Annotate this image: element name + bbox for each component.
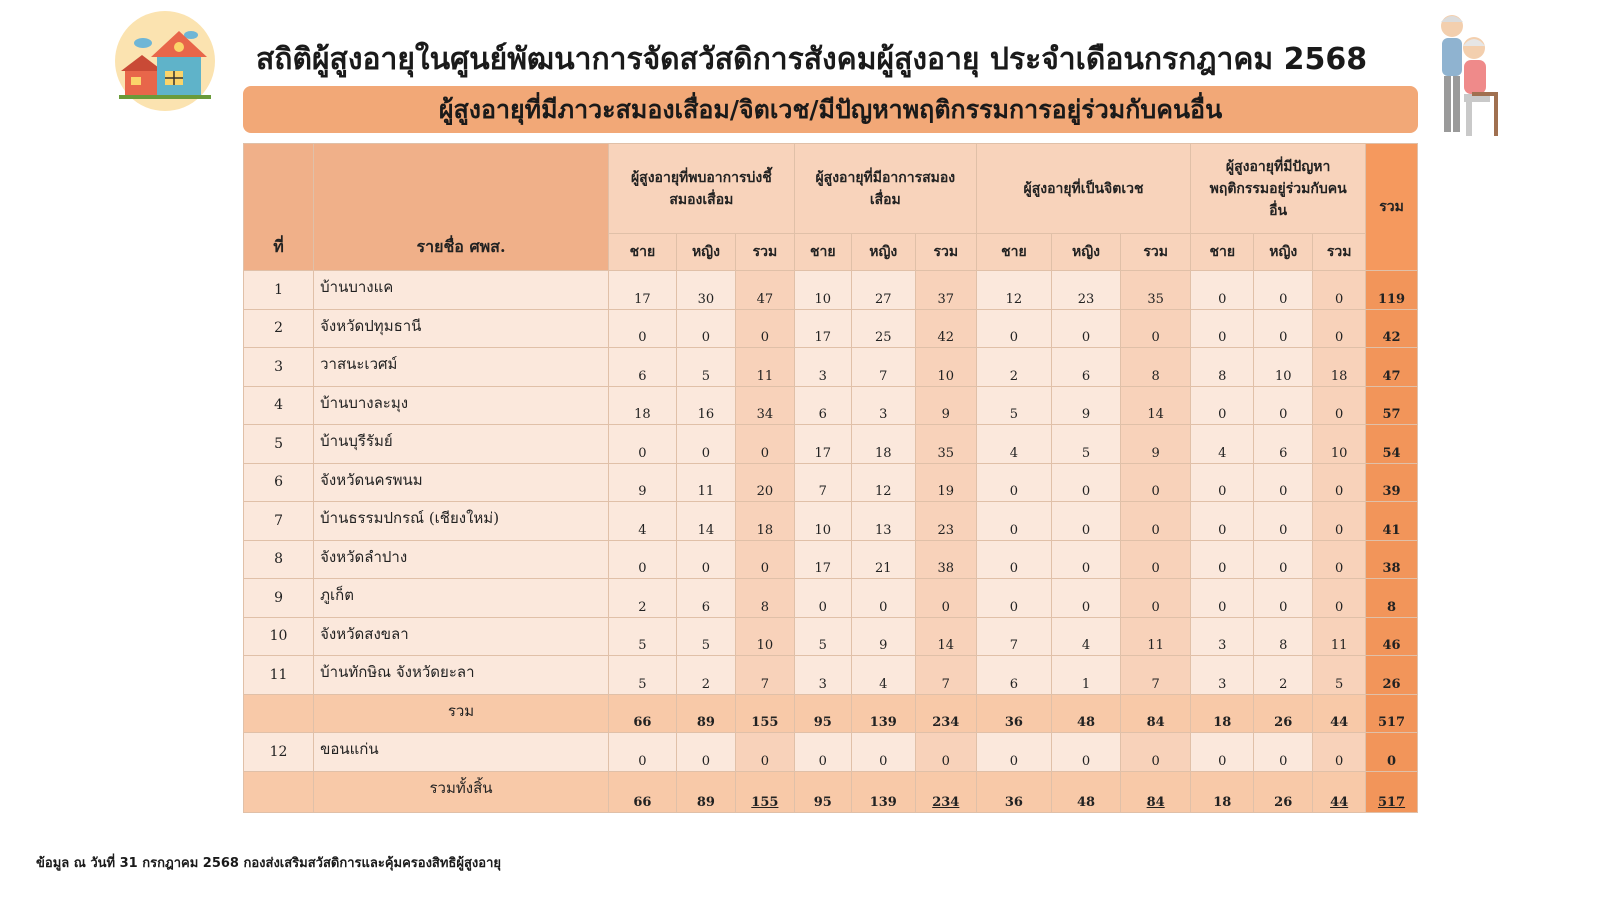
value-cell: 27	[851, 271, 915, 310]
value-cell: 16	[676, 386, 735, 425]
value-cell: 0	[1121, 309, 1191, 348]
group-header-psychiatric: ผู้สูงอายุที่เป็นจิตเวช	[976, 144, 1190, 234]
row-total-cell: 38	[1366, 540, 1418, 579]
value-cell	[915, 771, 976, 812]
value-cell: 5	[794, 617, 851, 656]
value-cell: 0	[1191, 463, 1254, 502]
value-cell	[735, 771, 794, 812]
value-cell: 18	[1191, 694, 1254, 733]
value-cell: 12	[976, 271, 1051, 310]
subheader-total: รวม	[1121, 234, 1191, 271]
value-cell: 0	[1313, 271, 1366, 310]
value-cell: 0	[1254, 579, 1313, 618]
value-cell: 26	[1254, 694, 1313, 733]
value-cell: 0	[1254, 733, 1313, 772]
row-number: 2	[244, 309, 314, 348]
row-total-cell: 0	[1366, 733, 1418, 772]
center-name: ขอนแก่น	[314, 733, 609, 772]
value-cell: 36	[976, 771, 1051, 812]
subheader-male: ชาย	[1191, 234, 1254, 271]
value-cell: 10	[735, 617, 794, 656]
table-row	[244, 579, 1418, 618]
value-cell: 0	[1313, 463, 1366, 502]
table-row	[244, 386, 1418, 425]
row-number: 6	[244, 463, 314, 502]
value-cell: 7	[794, 463, 851, 502]
row-total-cell: 57	[1366, 386, 1418, 425]
value-cell: 0	[608, 425, 676, 464]
value-text: 84	[1146, 794, 1165, 810]
value-cell: 14	[915, 617, 976, 656]
value-cell: 18	[1191, 771, 1254, 812]
value-cell: 10	[1313, 425, 1366, 464]
value-cell: 48	[1051, 771, 1120, 812]
page-title: สถิติผู้สูงอายุในศูนย์พัฒนาการจัดสวัสดิการสังคมผู้สูงอายุ ประจำเดือนกรกฎาคม 2568	[256, 42, 1368, 77]
value-cell: 18	[735, 502, 794, 541]
center-name: จังหวัดลำปาง	[314, 540, 609, 579]
value-cell: 0	[1313, 309, 1366, 348]
value-cell: 155	[735, 694, 794, 733]
value-cell: 6	[1254, 425, 1313, 464]
value-cell: 0	[915, 579, 976, 618]
center-name: จังหวัดสงขลา	[314, 617, 609, 656]
value-cell: 0	[1254, 309, 1313, 348]
value-cell: 48	[1051, 694, 1120, 733]
row-total-cell: 119	[1366, 271, 1418, 310]
value-cell: 5	[1313, 656, 1366, 695]
table-row	[244, 425, 1418, 464]
value-cell: 0	[976, 309, 1051, 348]
row-number: 1	[244, 271, 314, 310]
center-name: วาสนะเวศม์	[314, 348, 609, 387]
value-cell: 6	[676, 579, 735, 618]
value-cell: 0	[1313, 386, 1366, 425]
value-cell: 3	[1191, 617, 1254, 656]
value-cell: 234	[915, 694, 976, 733]
table-row	[244, 348, 1418, 387]
value-cell: 0	[1191, 386, 1254, 425]
row-number: 12	[244, 733, 314, 772]
value-cell: 7	[735, 656, 794, 695]
section-banner: ผู้สูงอายุที่มีภาวะสมองเสื่อม/จิตเวช/มีปัญหาพฤติกรรมการอยู่ร่วมกับคนอื่น	[243, 86, 1418, 133]
value-cell: 11	[735, 348, 794, 387]
value-cell: 37	[915, 271, 976, 310]
value-cell: 139	[851, 771, 915, 812]
row-number: 4	[244, 386, 314, 425]
value-cell: 0	[676, 540, 735, 579]
subheader-female: หญิง	[851, 234, 915, 271]
value-cell: 11	[1313, 617, 1366, 656]
value-cell: 0	[608, 309, 676, 348]
value-cell: 21	[851, 540, 915, 579]
table-row	[244, 540, 1418, 579]
table-row	[244, 733, 1418, 772]
value-cell: 0	[1313, 579, 1366, 618]
row-number	[244, 694, 314, 733]
value-cell: 66	[608, 694, 676, 733]
value-cell: 14	[676, 502, 735, 541]
value-cell: 6	[608, 348, 676, 387]
row-number: 5	[244, 425, 314, 464]
value-text: 44	[1330, 794, 1349, 810]
value-cell: 4	[976, 425, 1051, 464]
value-cell: 0	[608, 540, 676, 579]
value-cell: 6	[1051, 348, 1120, 387]
value-cell: 0	[1191, 271, 1254, 310]
row-total-cell: 8	[1366, 579, 1418, 618]
value-cell: 4	[1051, 617, 1120, 656]
value-cell: 25	[851, 309, 915, 348]
subheader-female: หญิง	[1051, 234, 1120, 271]
subheader-female: หญิง	[676, 234, 735, 271]
row-total-cell: 517	[1366, 694, 1418, 733]
value-cell: 0	[1254, 271, 1313, 310]
center-name: จังหวัดปทุมธานี	[314, 309, 609, 348]
value-cell: 36	[976, 694, 1051, 733]
value-cell: 7	[851, 348, 915, 387]
value-text: 155	[751, 794, 779, 810]
value-cell: 0	[794, 579, 851, 618]
value-cell: 5	[676, 617, 735, 656]
value-cell: 0	[976, 540, 1051, 579]
subheader-male: ชาย	[976, 234, 1051, 271]
subheader-female: หญิง	[1254, 234, 1313, 271]
value-cell: 8	[1121, 348, 1191, 387]
value-cell: 14	[1121, 386, 1191, 425]
value-cell: 0	[1121, 463, 1191, 502]
value-cell: 0	[676, 425, 735, 464]
value-cell: 95	[794, 771, 851, 812]
value-cell: 0	[676, 733, 735, 772]
value-cell: 18	[851, 425, 915, 464]
row-total-cell: 41	[1366, 502, 1418, 541]
value-cell: 18	[608, 386, 676, 425]
table-row	[244, 271, 1418, 310]
value-cell: 9	[608, 463, 676, 502]
value-cell: 0	[1051, 463, 1120, 502]
value-cell: 7	[976, 617, 1051, 656]
center-name: บ้านบางแค	[314, 271, 609, 310]
value-cell: 30	[676, 271, 735, 310]
value-cell: 0	[794, 733, 851, 772]
center-name: จังหวัดนครพนม	[314, 463, 609, 502]
value-cell: 0	[1121, 502, 1191, 541]
value-cell: 3	[794, 348, 851, 387]
value-cell: 9	[851, 617, 915, 656]
value-cell: 10	[794, 502, 851, 541]
value-cell: 89	[676, 771, 735, 812]
house-logo-icon	[113, 9, 217, 113]
value-cell: 0	[735, 540, 794, 579]
value-cell: 5	[676, 348, 735, 387]
value-cell: 0	[1121, 733, 1191, 772]
value-cell: 0	[976, 579, 1051, 618]
value-cell: 5	[976, 386, 1051, 425]
value-cell: 11	[676, 463, 735, 502]
row-number	[244, 771, 314, 812]
value-cell: 12	[851, 463, 915, 502]
table-row	[244, 502, 1418, 541]
row-number: 7	[244, 502, 314, 541]
value-cell: 0	[851, 733, 915, 772]
row-number: 3	[244, 348, 314, 387]
value-cell: 0	[1254, 540, 1313, 579]
value-cell: 0	[1191, 502, 1254, 541]
row-total-cell: 39	[1366, 463, 1418, 502]
value-cell: 0	[1121, 540, 1191, 579]
value-cell: 17	[794, 309, 851, 348]
header-no: ที่	[244, 144, 314, 271]
value-cell: 0	[735, 425, 794, 464]
value-cell: 0	[976, 463, 1051, 502]
row-total-cell: 54	[1366, 425, 1418, 464]
value-cell: 44	[1313, 694, 1366, 733]
value-cell: 0	[976, 733, 1051, 772]
value-cell: 0	[1051, 733, 1120, 772]
value-cell: 23	[915, 502, 976, 541]
value-cell: 8	[1191, 348, 1254, 387]
value-cell: 8	[1254, 617, 1313, 656]
value-cell: 0	[1313, 540, 1366, 579]
value-cell: 0	[851, 579, 915, 618]
center-name: บ้านบุรีรัมย์	[314, 425, 609, 464]
value-cell: 2	[1254, 656, 1313, 695]
value-cell: 0	[1191, 579, 1254, 618]
value-text: 234	[932, 794, 960, 810]
value-cell: 9	[915, 386, 976, 425]
value-cell: 9	[1051, 386, 1120, 425]
group-header-behavior: ผู้สูงอายุที่มีปัญหาพฤติกรรมอยู่ร่วมกับคนอื่น	[1191, 144, 1366, 234]
value-cell: 4	[608, 502, 676, 541]
value-cell: 17	[608, 271, 676, 310]
value-cell: 5	[608, 656, 676, 695]
value-cell: 1	[1051, 656, 1120, 695]
value-cell: 0	[1313, 733, 1366, 772]
value-cell: 23	[1051, 271, 1120, 310]
value-cell: 2	[976, 348, 1051, 387]
value-cell: 10	[1254, 348, 1313, 387]
value-cell: 0	[976, 502, 1051, 541]
table-row	[244, 656, 1418, 695]
value-cell: 7	[915, 656, 976, 695]
center-name: บ้านบางละมุง	[314, 386, 609, 425]
statistics-table	[243, 143, 1418, 813]
group-header-dementia-signs: ผู้สูงอายุที่พบอาการบ่งชี้สมองเสื่อม	[608, 144, 794, 234]
row-total-cell: 42	[1366, 309, 1418, 348]
value-cell: 35	[915, 425, 976, 464]
value-cell: 10	[794, 271, 851, 310]
value-cell: 0	[735, 733, 794, 772]
value-cell: 26	[1254, 771, 1313, 812]
value-cell: 5	[1051, 425, 1120, 464]
grand-total-row	[244, 771, 1418, 812]
row-total-cell: 46	[1366, 617, 1418, 656]
value-cell: 6	[794, 386, 851, 425]
value-cell: 139	[851, 694, 915, 733]
table-row	[244, 617, 1418, 656]
value-cell: 0	[1254, 502, 1313, 541]
value-cell: 17	[794, 540, 851, 579]
value-cell: 42	[915, 309, 976, 348]
center-name: บ้านธรรมปกรณ์ (เชียงใหม่)	[314, 502, 609, 541]
subtotal-row	[244, 694, 1418, 733]
value-cell: 3	[851, 386, 915, 425]
row-number: 9	[244, 579, 314, 618]
value-cell: 66	[608, 771, 676, 812]
table-row	[244, 309, 1418, 348]
value-cell: 89	[676, 694, 735, 733]
value-cell: 34	[735, 386, 794, 425]
value-cell: 0	[676, 309, 735, 348]
value-cell: 0	[1191, 733, 1254, 772]
value-cell: 11	[1121, 617, 1191, 656]
value-cell: 0	[1254, 463, 1313, 502]
value-cell: 3	[794, 656, 851, 695]
row-total-cell: 47	[1366, 348, 1418, 387]
value-cell: 0	[1313, 502, 1366, 541]
value-cell: 35	[1121, 271, 1191, 310]
value-cell: 17	[794, 425, 851, 464]
value-cell: 2	[676, 656, 735, 695]
value-text: 517	[1377, 794, 1406, 810]
value-cell: 19	[915, 463, 976, 502]
subheader-male: ชาย	[608, 234, 676, 271]
value-cell: 47	[735, 271, 794, 310]
footer-note: ข้อมูล ณ วันที่ 31 กรกฎาคม 2568 กองส่งเสริมสวัสดิการและคุ้มครองสิทธิผู้สูงอายุ	[36, 856, 501, 871]
elderly-couple-icon	[1428, 8, 1504, 144]
value-cell: 9	[1121, 425, 1191, 464]
row-total-cell	[1366, 771, 1418, 812]
value-cell: 8	[735, 579, 794, 618]
value-cell: 0	[1191, 540, 1254, 579]
value-cell: 0	[608, 733, 676, 772]
value-cell: 0	[1051, 540, 1120, 579]
center-name: ภูเก็ต	[314, 579, 609, 618]
value-cell: 95	[794, 694, 851, 733]
row-number: 8	[244, 540, 314, 579]
subheader-male: ชาย	[794, 234, 851, 271]
value-cell: 4	[851, 656, 915, 695]
row-total-cell: 26	[1366, 656, 1418, 695]
row-number: 11	[244, 656, 314, 695]
value-cell: 13	[851, 502, 915, 541]
value-cell: 4	[1191, 425, 1254, 464]
subheader-total: รวม	[915, 234, 976, 271]
value-cell: 3	[1191, 656, 1254, 695]
value-cell: 0	[1051, 309, 1120, 348]
value-cell: 38	[915, 540, 976, 579]
center-name: บ้านทักษิณ จังหวัดยะลา	[314, 656, 609, 695]
value-cell: 7	[1121, 656, 1191, 695]
value-cell: 0	[1191, 309, 1254, 348]
total-label: รวมทั้งสิ้น	[314, 771, 609, 812]
value-cell: 10	[915, 348, 976, 387]
value-cell: 0	[915, 733, 976, 772]
value-cell: 0	[1121, 579, 1191, 618]
value-cell: 20	[735, 463, 794, 502]
row-number: 10	[244, 617, 314, 656]
value-cell: 0	[1254, 386, 1313, 425]
group-header-dementia: ผู้สูงอายุที่มีอาการสมองเสื่อม	[794, 144, 976, 234]
value-cell: 0	[1051, 502, 1120, 541]
header-total: รวม	[1366, 144, 1418, 271]
value-cell: 6	[976, 656, 1051, 695]
value-cell: 0	[1051, 579, 1120, 618]
value-cell: 0	[735, 309, 794, 348]
header-center-name: รายชื่อ ศพส.	[314, 144, 609, 271]
value-cell	[1121, 771, 1191, 812]
total-label: รวม	[314, 694, 609, 733]
value-cell: 84	[1121, 694, 1191, 733]
subheader-total: รวม	[1313, 234, 1366, 271]
table-row	[244, 463, 1418, 502]
value-cell	[1313, 771, 1366, 812]
subheader-total: รวม	[735, 234, 794, 271]
value-cell: 5	[608, 617, 676, 656]
value-cell: 2	[608, 579, 676, 618]
value-cell: 18	[1313, 348, 1366, 387]
